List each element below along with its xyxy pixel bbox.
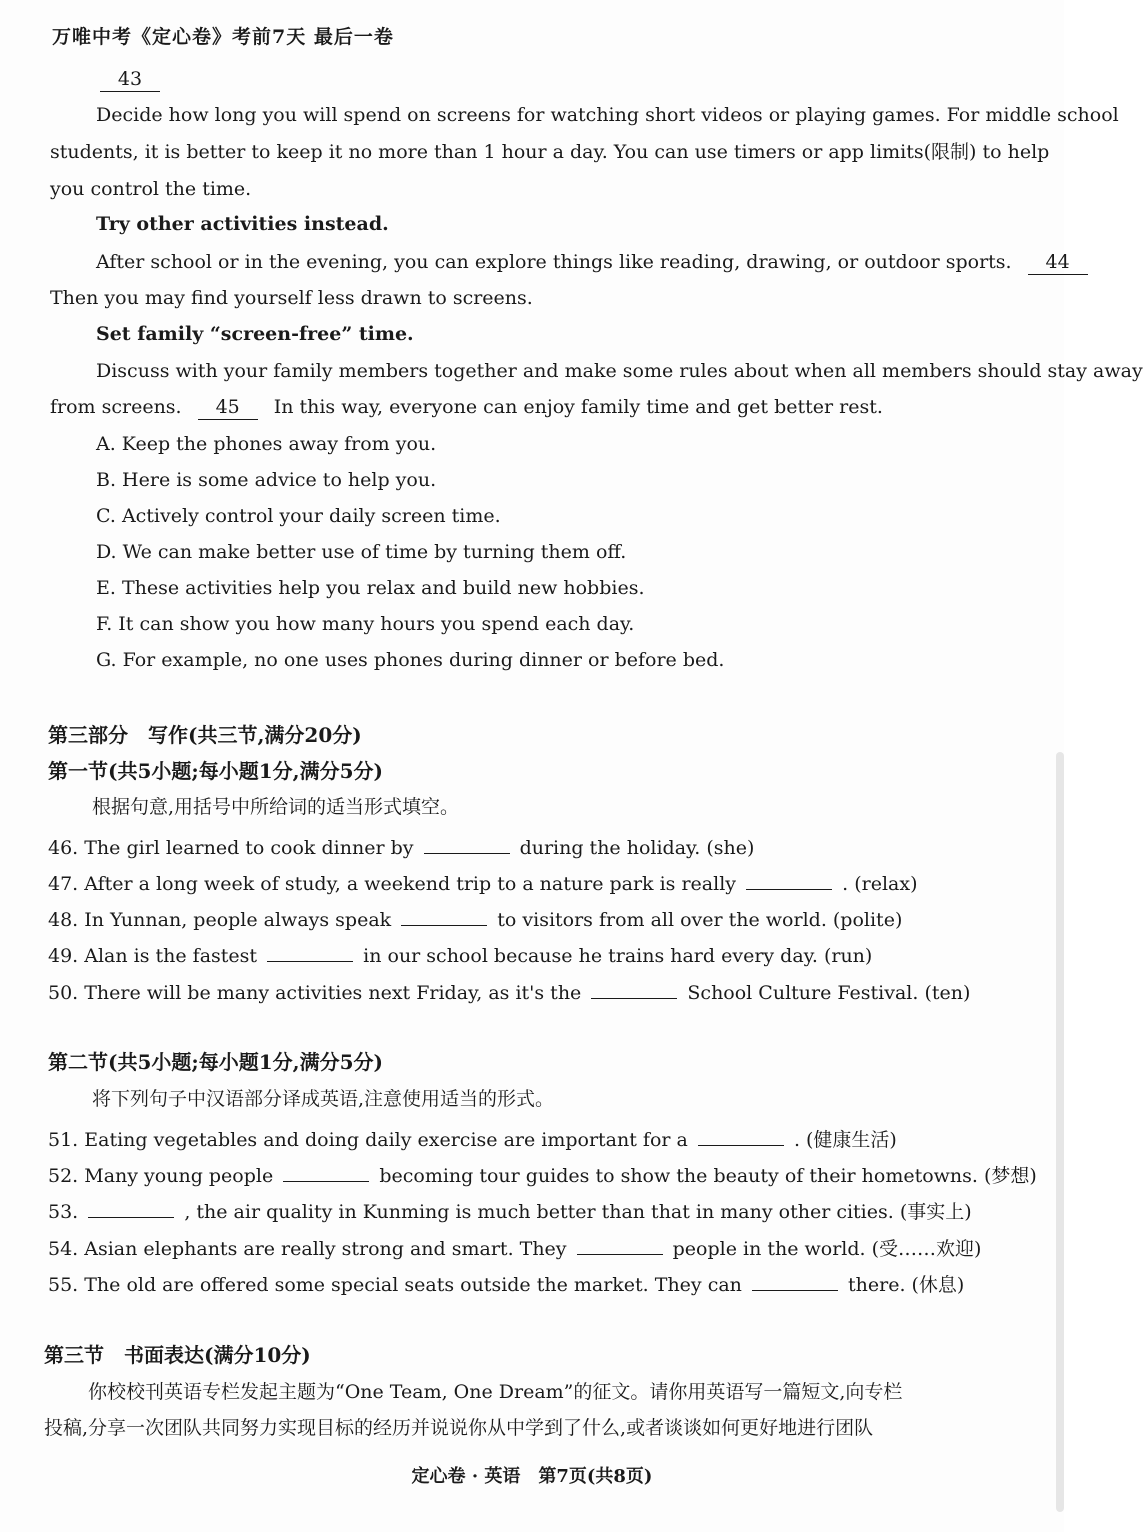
question-46 — [48, 835, 754, 858]
q53-post: , the air quality in Kunming is much better than that in many other cities. (事实上) — [184, 1201, 972, 1223]
para-screen-line2: students, it is better to keep it no more than 1 hour a day. You can use timers or app limits(限制) to help — [50, 141, 1050, 163]
question-51 — [48, 1127, 897, 1150]
q49-post: in our school because he trains hard every day. (run) — [363, 945, 873, 967]
section3-title: 第三节 书面表达(满分10分) — [44, 1343, 311, 1367]
q46-answer-blank[interactable] — [424, 835, 510, 854]
q48-post: to visitors from all over the world. (polite) — [497, 909, 903, 931]
section1-instruction: 根据句意,用括号中所给词的适当形式填空。 — [92, 796, 460, 818]
q47-post: . (relax) — [842, 873, 918, 895]
subhead-family-time: Set family “screen-free” time. — [96, 323, 414, 345]
blank-43-number: 43 — [100, 70, 160, 92]
question-50 — [48, 980, 970, 1003]
q52-answer-blank[interactable] — [283, 1163, 369, 1182]
q48-pre: 48. In Yunnan, people always speak — [48, 909, 392, 931]
subhead-try-activities: Try other activities instead. — [96, 213, 389, 235]
section1-title: 第一节(共5小题;每小题1分,满分5分) — [48, 759, 384, 783]
q54-post: people in the world. (受……欢迎) — [672, 1238, 982, 1260]
page-header: 万唯中考《定心卷》考前7天 最后一卷 — [52, 26, 394, 48]
q54-answer-blank[interactable] — [577, 1236, 663, 1255]
q50-pre: 50. There will be many activities next Friday, as it's the — [48, 982, 582, 1004]
q47-pre: 47. After a long week of study, a weekend trip to a nature park is really — [48, 873, 737, 895]
section2-instruction: 将下列句子中汉语部分译成英语,注意使用适当的形式。 — [92, 1088, 555, 1110]
part3-title: 第三部分 写作(共三节,满分20分) — [48, 723, 362, 747]
option-e: E. These activities help you relax and build new hobbies. — [96, 577, 645, 599]
para-screen-line1: Decide how long you will spend on screens for watching short videos or playing games. For middle school — [96, 104, 1119, 126]
question-49 — [48, 943, 872, 966]
q47-answer-blank[interactable] — [746, 871, 832, 890]
question-53 — [48, 1199, 972, 1222]
q51-pre: 51. Eating vegetables and doing daily exercise are important for a — [48, 1129, 688, 1151]
q49-answer-blank[interactable] — [267, 943, 353, 962]
question-47 — [48, 871, 917, 894]
para-screen-line3: you control the time. — [50, 178, 252, 200]
q48-answer-blank[interactable] — [401, 907, 487, 926]
q53-pre: 53. — [48, 1201, 79, 1223]
q50-answer-blank[interactable] — [591, 980, 677, 999]
q52-pre: 52. Many young people — [48, 1165, 274, 1187]
q46-post: during the holiday. (she) — [519, 837, 755, 859]
q50-post: School Culture Festival. (ten) — [687, 982, 971, 1004]
blank-43 — [100, 70, 160, 92]
para-family-line1: Discuss with your family members together and make some rules about when all members should stay away — [96, 360, 1143, 382]
para-activities-text: After school or in the evening, you can explore things like reading, drawing, or outdoor sports. — [96, 251, 1012, 273]
q55-pre: 55. The old are offered some special seats outside the market. They can — [48, 1274, 742, 1296]
para-activities-line1 — [96, 253, 1088, 275]
q53-answer-blank[interactable] — [88, 1199, 174, 1218]
q54-pre: 54. Asian elephants are really strong and smart. They — [48, 1238, 567, 1260]
para-family-line2 — [50, 398, 883, 420]
option-d: D. We can make better use of time by turning them off. — [96, 541, 627, 563]
vertical-scrollbar[interactable] — [1056, 752, 1064, 1512]
q55-post: there. (休息) — [848, 1274, 965, 1296]
q51-post: . (健康生活) — [793, 1129, 897, 1151]
option-g: G. For example, no one uses phones during dinner or before bed. — [96, 649, 725, 671]
option-a: A. Keep the phones away from you. — [96, 433, 437, 455]
q52-post: becoming tour guides to show the beauty of their hometowns. (梦想) — [379, 1165, 1037, 1187]
question-52 — [48, 1163, 1037, 1186]
q51-answer-blank[interactable] — [698, 1127, 784, 1146]
q49-pre: 49. Alan is the fastest — [48, 945, 258, 967]
option-f: F. It can show you how many hours you spend each day. — [96, 613, 635, 635]
section3-prompt-line1: 你校校刊英语专栏发起主题为“One Team, One Dream”的征文。请你用英语写一篇短文,向专栏 — [88, 1381, 903, 1403]
para-family-pre: from screens. — [50, 396, 182, 418]
page-footer: 定心卷 · 英语 第7页(共8页) — [411, 1466, 653, 1487]
blank-45-number: 45 — [198, 398, 258, 420]
para-family-post: In this way, everyone can enjoy family time and get better rest. — [273, 396, 883, 418]
section2-title: 第二节(共5小题;每小题1分,满分5分) — [48, 1050, 384, 1074]
para-activities-line2: Then you may find yourself less drawn to screens. — [50, 287, 533, 309]
question-48 — [48, 907, 902, 930]
section3-prompt-line2: 投稿,分享一次团队共同努力实现目标的经历并说说你从中学到了什么,或者谈谈如何更好地进行团队 — [44, 1417, 874, 1439]
q46-pre: 46. The girl learned to cook dinner by — [48, 837, 414, 859]
q55-answer-blank[interactable] — [752, 1272, 838, 1291]
question-54 — [48, 1236, 981, 1259]
option-c: C. Actively control your daily screen time. — [96, 505, 501, 527]
option-b: B. Here is some advice to help you. — [96, 469, 437, 491]
question-55 — [48, 1272, 964, 1295]
blank-44-number: 44 — [1028, 253, 1088, 275]
